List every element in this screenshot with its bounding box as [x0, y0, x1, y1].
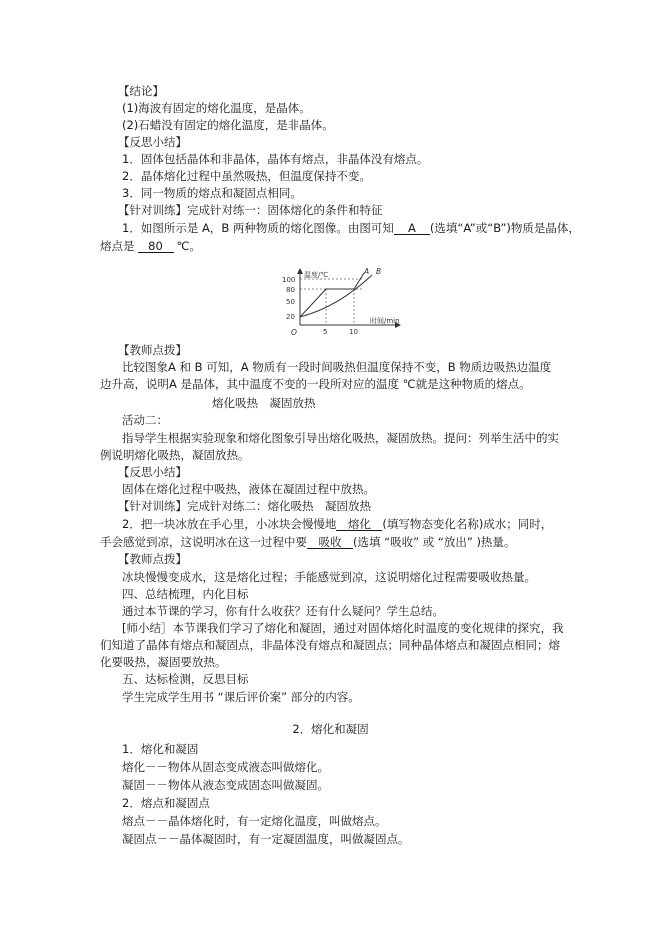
practice1-q-part2: (选填“A”或“B”)物质是晶体，: [429, 221, 580, 235]
teacher1-line-2: 边升高，说明A 是晶体，其中温度不变的一段所对应的温度 ℃就是这种物质的熔点。: [100, 377, 531, 391]
practice2-answer-1: 熔化: [336, 518, 382, 531]
board-item-1: 1．熔化和凝固: [122, 742, 199, 756]
series-b-label: B: [376, 267, 382, 276]
conclusion-heading: 【结论】: [118, 84, 164, 98]
y-tick-50: 50: [286, 298, 295, 306]
teacher-heading-2: 【教师点拨】: [118, 552, 187, 566]
practice2-q-part1: 2．把一块冰放在手心里，小冰块会慢慢地: [122, 517, 337, 531]
y-tick-80: 80: [286, 286, 295, 294]
reflect1-item-2: 2．晶体熔化过程中虽然吸热，但温度保持不变。: [122, 169, 371, 183]
practice2-q-part3: 手会感觉到凉，这说明冰在这一过程中要: [100, 535, 307, 549]
board-item-2: 熔化－－物体从固态变成液态叫做熔化。: [122, 760, 329, 774]
conclusion-item-1: (1)海波有固定的熔化温度，是晶体。: [122, 101, 311, 115]
practice2-q-part2: (填写物态变化名称)成水；同时，: [382, 517, 553, 531]
summary-line-2: [师小结］本节课我们学习了熔化和凝固，通过对固体熔化时温度的变化规律的探究，我: [122, 621, 564, 635]
teacher1-line-1: 比较图象A 和 B 可知，A 物质有一段时间吸热但温度保持不变，B 物质边吸热边温度: [122, 360, 552, 374]
check-line-1: 学生完成学生用书 “课后评价案” 部分的内容。: [122, 690, 360, 704]
check-heading: 五、达标检测，反思目标: [122, 672, 249, 686]
x-tick-10: 10: [349, 328, 358, 336]
teacher-heading-1: 【教师点拨】: [118, 343, 187, 357]
practice1-line: 【针对训练】完成针对练一：固体熔化的条件和特征: [118, 203, 383, 217]
practice1-answer-2: 80: [138, 240, 174, 253]
melting-graph: [268, 267, 408, 339]
summary-line-3: 们知道了晶体有熔点和凝固点，非晶体没有熔点和凝固点；同种晶体熔点和凝固点相同；熔: [100, 638, 560, 652]
board-item-3: 凝固－－物体从液态变成固态叫做凝固。: [122, 778, 329, 792]
board-item-6: 凝固点－－晶体凝固时，有一定凝固温度，叫做凝固点。: [122, 832, 410, 846]
curve-b: [300, 275, 372, 317]
practice2-question-line1: [122, 517, 552, 531]
practice1-q-part3: 熔点是: [100, 239, 135, 253]
practice2-line: 【针对训练】完成针对练二：熔化吸热 凝固放热: [118, 499, 371, 513]
graph-ylabel: 温度/℃: [304, 271, 329, 279]
reflect1-item-1: 1．固体包括晶体和非晶体，晶体有熔点，非晶体没有熔点。: [122, 152, 429, 166]
practice2-answer-2: 吸收: [307, 536, 353, 549]
summary-heading: 四、总结梳理，内化目标: [122, 587, 249, 601]
graph-origin: O: [291, 328, 297, 337]
teacher2-text: 冰块慢慢变成水，这是熔化过程；手能感觉到凉，这说明熔化过程需要吸收热量。: [122, 570, 536, 584]
graph-xlabel: 时间/min: [370, 317, 400, 325]
reflect-heading-1: 【反思小结】: [118, 135, 187, 149]
series-a-label: A: [364, 267, 370, 276]
activity2-line-2: 例说明熔化吸热，凝固放热。: [100, 448, 250, 462]
practice1-question-line1: [122, 221, 580, 235]
reflect2-text: 固体在熔化过程中吸热，液体在凝固过程中放热。: [122, 482, 375, 496]
reflect1-item-3: 3．同一物质的熔点和凝固点相同。: [122, 186, 302, 200]
y-tick-100: 100: [282, 276, 296, 284]
y-tick-20: 20: [286, 313, 295, 321]
section-subtitle: 熔化吸热 凝固放热: [212, 396, 316, 410]
practice1-question-line2: [100, 239, 201, 253]
practice1-q-part1: 1．如图所示是 A，B 两种物质的熔化图像。由图可知: [122, 221, 394, 235]
practice1-q-part4: ℃。: [176, 239, 201, 253]
curve-a: [300, 273, 364, 317]
practice2-q-part4: (选填 “吸收” 或 “放出” )热量。: [353, 535, 516, 549]
summary-line-1: 通过本节课的学习，你有什么收获？还有什么疑问？学生总结。: [122, 604, 444, 618]
practice2-question-line2: [100, 535, 515, 549]
board-item-5: 熔点－－晶体熔化时，有一定熔化温度，叫做熔点。: [122, 814, 387, 828]
conclusion-item-2: (2)石蜡没有固定的熔化温度，是非晶体。: [122, 118, 334, 132]
summary-line-4: 化要吸热，凝固要放热。: [100, 655, 227, 669]
activity2-line-1: 指导学生根据实验现象和熔化图象引导出熔化吸热，凝固放热。提问：列举生活中的实: [122, 431, 559, 445]
activity2-title: 活动二：: [122, 413, 168, 427]
reflect-heading-2: 【反思小结】: [118, 465, 187, 479]
x-tick-5: 5: [323, 328, 328, 336]
board-title: 2．熔化和凝固: [292, 722, 369, 736]
board-item-4: 2．熔点和凝固点: [122, 796, 210, 810]
practice1-answer-1: A: [394, 222, 430, 235]
